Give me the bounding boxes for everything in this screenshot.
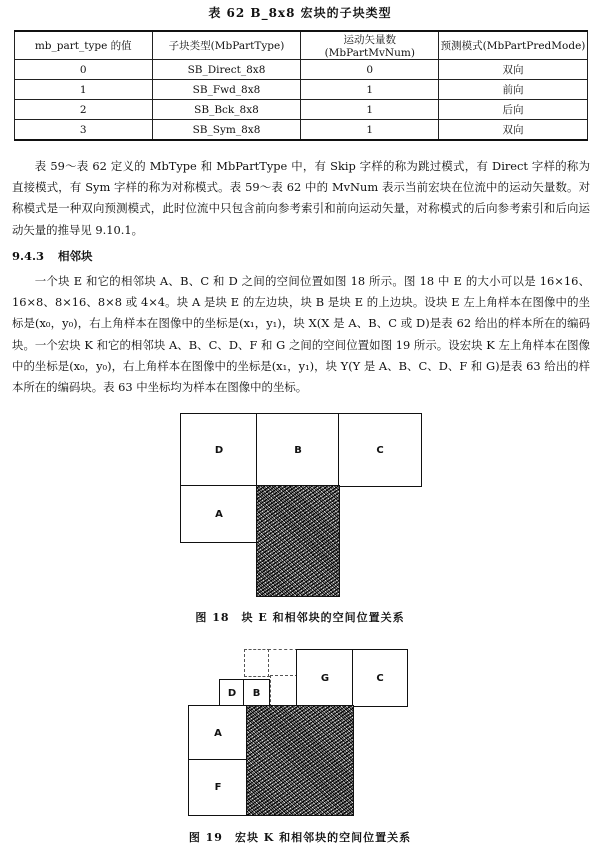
dashed-block: [268, 649, 298, 677]
table-cell: 前向: [439, 80, 588, 100]
block-d: D: [180, 413, 258, 487]
block-c: C: [338, 413, 422, 487]
block-a: A: [180, 485, 258, 543]
table-cell: 3: [15, 120, 153, 141]
table-header-row: [15, 31, 588, 60]
block-a: A: [188, 705, 248, 761]
table-cell: 2: [15, 100, 153, 120]
table-cell: 0: [301, 60, 439, 80]
table-cell: 0: [15, 60, 153, 80]
table-row: [15, 100, 588, 120]
table-cell: SB_Sym_8x8: [152, 120, 301, 141]
table-62: [14, 30, 588, 141]
table-cell: 后向: [439, 100, 588, 120]
table-cell: SB_Direct_8x8: [152, 60, 301, 80]
table-cell: SB_Bck_8x8: [152, 100, 301, 120]
table-cell: 1: [301, 120, 439, 141]
col-header-mv-num: 运动矢量数(MbPartMvNum): [301, 31, 439, 60]
paragraph-neighbor-blocks: 一个块 E 和它的相邻块 A、B、C 和 D 之间的空间位置如图 18 所示。图 18 中 E 的大小可以是 16×16、16×8、8×16、8×8 或 4×4。块 A 是块 E 的左边块，块 B 是块 E 的上边块。设块 E 左上角样本在图像中的坐标是(x₀，y₀)，右上角样本在图像中的坐标是(x₁，y₁)，块 X(X 是 A、B、C 或 D)是表 62 给出的样本所在的编码块。一个宏块 K 和它的相邻块 A、B、C、D、F 和 G 之间的空间位置如图 19 所示。设宏块 K 左上角样本在图像中的坐标是(x₀，y₀)，右上角样本在图像中的坐标是(x₁，y₁)，块 Y(Y 是 A、B、C、D、F 和 G)是表 63 给出的样本所在的编码块。表 63 中坐标均为样本在图像中的坐标。: [12, 274, 590, 395]
figure-18-caption: 图 18 块 E 和相邻块的空间位置关系: [195, 611, 405, 624]
section-title: 相邻块: [58, 249, 93, 263]
paragraph-mode-definitions: 表 59～表 62 定义的 MbType 和 MbPartType 中，有 Skip 字样的称为跳过模式，有 Direct 字样的称为直接模式，有 Sym 字样的称为对称模式。表 59～表 62 中的 MvNum 表示当前宏块在位流中的运动矢量数。对称模式是一种双向预测模式，此时位流中只包含前向参考索引和前向运动矢量，对称模式的后向参考索引和后向运动矢量的推导见 9.10.1。: [12, 159, 590, 237]
block-c: C: [352, 649, 408, 707]
dashed-block: [244, 649, 270, 677]
block-e-noisy-image: [256, 485, 340, 597]
table-cell: SB_Fwd_8x8: [152, 80, 301, 100]
table-cell: 1: [301, 80, 439, 100]
col-header-mb-part-type: mb_part_type 的值: [15, 31, 153, 60]
block-b: B: [243, 679, 270, 707]
table-cell: 双向: [439, 120, 588, 141]
figure-19-caption: 图 19 宏块 K 和相邻块的空间位置关系: [188, 831, 412, 844]
table-title: 表 62 B_8x8 宏块的子块类型: [208, 6, 392, 20]
col-header-pred-mode: 预测模式(MbPartPredMode): [439, 31, 588, 60]
block-b: B: [256, 413, 340, 487]
block-d: D: [219, 679, 245, 707]
block-g: G: [296, 649, 354, 707]
block-f: F: [188, 759, 248, 816]
table-cell: 双向: [439, 60, 588, 80]
table-row: [15, 80, 588, 100]
table-cell: 1: [301, 100, 439, 120]
section-heading: [12, 248, 93, 264]
section-number: 9.4.3: [12, 249, 45, 263]
table-row: [15, 60, 588, 80]
col-header-mb-part-type-name: 子块类型(MbPartType): [152, 31, 301, 60]
block-k-noisy-image: [246, 705, 354, 816]
table-row: [15, 120, 588, 141]
dashed-block: [270, 675, 298, 707]
table-cell: 1: [15, 80, 153, 100]
